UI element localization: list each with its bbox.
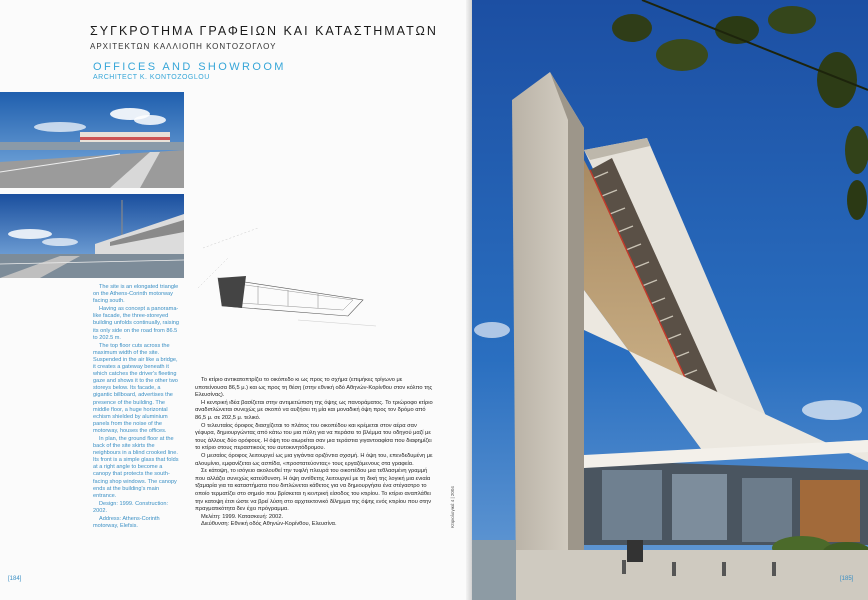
greek-body-text [195, 377, 435, 529]
greek-paragraph: Ο τελευταίος όροφος διασχίζεται το πλάτος του οικοπέδου και κρέμεται στον αέρα σαν γέφυρα, δημιουργώντας από κάτω του μια πύλη για να περάσει το βλέμμα του οδηγού μαζί με τους άλλους δύο ορόφους. Η όψη του αιωρείται σαν μια τεράστια γιγαντοαφίσα που διαφημίζει το κτίριο στους περαστικούς του αυτοκινητόδρομου. [195, 422, 432, 452]
greek-paragraph: Το κτίριο αντικατοπτρίζει το οικόπεδο κι ως προς το σχήμα (επιμήκες τρίγωνο με υποτείνουσα 86,5 μ.) και ως προς τη θέση (στην εθνική οδό Αθηνών-Κορίνθου στον κόλπο της Ελευσίνας). [195, 377, 433, 399]
spine-label: Κτιριολογικά 4 | 2004 [450, 486, 455, 528]
english-paragraph: In plan, the ground floor at the back of the site skirts the neighbours in a blind crooked line. Its front is a simple glass that folds at a right angle to become a canopy that protects the south-facing shop windows. The canopy ends at the building's main entrance. [93, 435, 179, 499]
page-number-left: [184] [8, 576, 22, 582]
greek-paragraph: Σε κάτοψη, το ισόγειο ακολουθεί την τυφλή πλευρά του οικοπέδου μια τεθλασμένη γραμμή που αλλάζει συνεχώς κατεύθυνση. Η όψη αντίθετης λειτουργεί με τη δική της λογική μια ενιαία τζαμαρία για τα καταστήματα που διπλώνεται κάθετος για να δημιουργήσει ένα στέγαστρο το οποίο τερματίζει στο σημείο που βρίσκεται η κεντρική είσοδος του κτιρίου. Το κτίριο αναπλάθει την κατοψη έτσι ώστε να βρεί λύση στο αρχιτεκτονικό δίλημμα της όψης ενός κτιρίου που στην πραγματικότητα δεν έχει πρόγραμμα. [195, 468, 432, 513]
page-number-right: [185] [840, 576, 854, 582]
english-paragraph: Address: Athens-Corinth motorway, Elefsis. [93, 516, 160, 530]
architect-greek: ΑΡΧΙΤΕΚΤΩΝ ΚΑΛΛΙΟΠΗ ΚΟΝΤΟΖΟΓΛΟΥ [90, 42, 277, 51]
architect-english: ARCHITECT K. KONTOZOGLOU [93, 74, 210, 81]
english-body-text [93, 284, 181, 531]
english-paragraph: The site is an elongated triangle on the Athens-Corinth motorway facing south. [93, 284, 179, 305]
photo-building-motorway [0, 92, 184, 188]
page-title-english: OFFICES AND SHOWROOM [93, 61, 286, 73]
site-plan-drawing [198, 228, 378, 328]
english-paragraph: Design: 1999. Construction: 2002. [93, 500, 169, 514]
greek-paragraph: Μελέτη: 1999. Κατασκευή: 2002. [201, 513, 284, 520]
building-photograph [472, 0, 868, 600]
english-paragraph: The top floor cuts across the maximum width of the site. Suspended in the air like a bridge, it creates a gateway beneath it which catches the driver's fleeting gaze and shows it to the other two storeys below. Its facade, a gigantic billboard, advertises the presence of the building. The middle floor, a huge horizontal echism shielded by aluminium panels from the noise of the motorway, houses the offices. [93, 342, 178, 434]
right-page-photo [472, 0, 868, 600]
english-paragraph: Having as concept a panorama-like facade, the three-storeyed building unfolds continually, raising its only side on the road from 86.5 to 202.5 m. [93, 306, 180, 341]
greek-paragraph: Ο μεσαίος όροφος λειτουργεί ως μια γιγάντια οριζόντια σχισμή. Η όψη του, επενδεδυμένη με αλουμίνιο, εμφανίζεται ως ασπίδα, «προστατεύοντας» τους εργαζόμενους στα γραφεία. [195, 452, 433, 467]
greek-paragraph: Διεύθυνση: Εθνική οδός Αθηνών-Κορίνθου, Ελευσίνα. [201, 521, 337, 528]
page-title-greek: ΣΥΓΚΡΟΤΗΜΑ ΓΡΑΦΕΙΩΝ ΚΑΙ ΚΑΤΑΣΤΗΜΑΤΩΝ [90, 24, 438, 38]
greek-paragraph: Η κεντρική ιδέα βασίζεται στην αντιμετώπιση της όψης ως πανοράματος. Το τριώροφο κτίριο αναδιπλώνεται συνεχώς με σκοπό να αυξήσει τη μία και μοναδική όψη προς τον δρόμο από 86,5 μ. σε 202,5 μ. τελικό. [195, 399, 433, 421]
photo-building-cantilever [0, 194, 184, 278]
